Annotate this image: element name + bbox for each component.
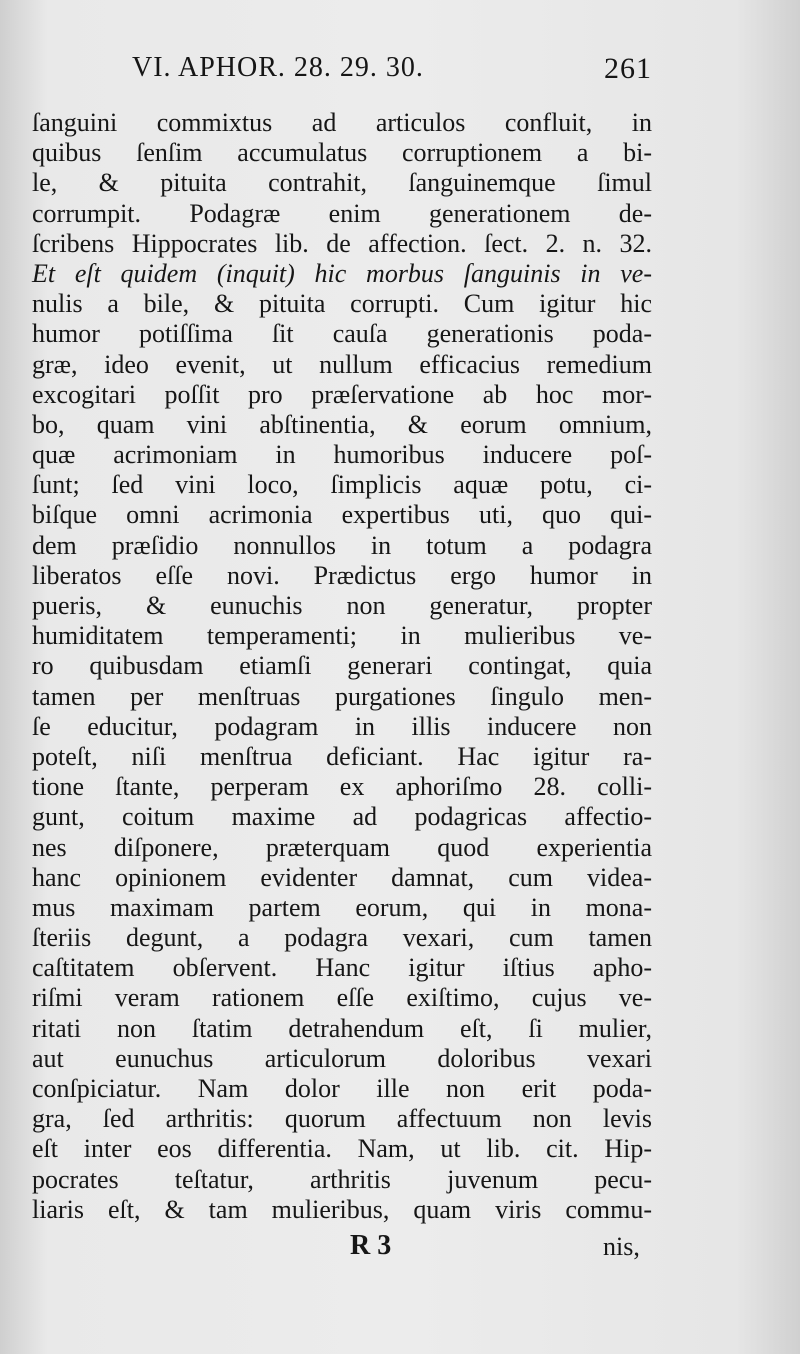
text-line: ſanguini commixtus ad articulos confluit, in [32,108,652,137]
text-line: biſque omni acrimonia expertibus uti, quo qui- [32,500,652,530]
text-line: ſunt; ſed vini loco, ſimplicis aquæ potu, ci- [32,470,652,500]
text-line: hanc opinionem evidenter damnat, cum videa- [32,862,652,892]
text-line: liaris eſt, & tam mulieribus, quam viris commu- [32,1194,652,1224]
text-line: caſtitatem obſervent. Hanc igitur iſtius apho- [32,953,652,983]
running-head-title: VI. APHOR. 28. 29. 30. [132,52,424,83]
text-line: mus maximam partem eorum, qui in mona- [32,892,652,922]
text-line: conſpiciatur. Nam dolor ille non erit poda- [32,1074,652,1103]
text-line: humor potiſſima ſit cauſa generationis poda- [32,319,652,349]
text-line: ſteriis degunt, a podagra vexari, cum tamen [32,923,652,953]
page-number: 261 [604,52,652,85]
text-line: eſt inter eos differentia. Nam, ut lib. cit. Hip- [32,1134,652,1164]
text-line: tione ſtante, perperam ex aphoriſmo 28. colli- [32,772,652,802]
text-line: corrumpit. Podagræ enim generationem de- [32,198,652,228]
text-line: aut eunuchus articulorum doloribus vexari [32,1043,652,1073]
text-line: riſmi veram rationem eſſe exiſtimo, cujus ve- [32,983,652,1013]
text-line: le, & pituita contrahit, ſanguinemque ſimul [32,168,652,198]
text-line: quibus ſenſim accumulatus corruptionem a bi- [32,138,652,168]
text-line: quæ acrimoniam in humoribus inducere poſ- [32,440,652,470]
catchword: nis, [603,1232,640,1261]
body-text [32,108,652,1225]
signature-mark: R 3 [350,1230,392,1261]
text-line: ſcribens Hippocrates lib. de affection. ſect. 2. n. 32. [32,228,652,258]
text-line: ro quibusdam etiamſi generari contingat, quia [32,651,652,681]
text-line: dem præſidio nonnullos in totum a podagra [32,530,652,560]
text-line: græ, ideo evenit, ut nullum efficacius remedium [32,349,652,379]
text-line: humiditatem temperamenti; in mulieribus ve- [32,621,652,651]
text-line: nulis a bile, & pituita corrupti. Cum igitur hic [32,289,652,319]
text-line: pueris, & eunuchis non generatur, propter [32,591,652,620]
text-line: tamen per menſtruas purgationes ſingulo men- [32,681,652,711]
page-footer [0,1230,800,1270]
text-line: bo, quam vini abſtinentia, & eorum omnium, [32,409,652,439]
text-line: gra, ſed arthritis: quorum affectuum non levis [32,1104,652,1134]
text-line: ritati non ſtatim detrahendum eſt, ſi mulier, [32,1013,652,1043]
text-line: excogitari poſſit pro præſervatione ab hoc mor- [32,379,652,409]
text-line: gunt, coitum maxime ad podagricas affectio- [32,802,652,832]
running-head [132,52,652,92]
text-line: ſe educitur, podagram in illis inducere non [32,711,652,741]
text-line: poteſt, niſi menſtrua deficiant. Hac igitur ra- [32,741,652,771]
text-line: Et eſt quidem (inquit) hic morbus ſanguinis in ve- [32,258,652,288]
text-line: nes diſponere, præterquam quod experientia [32,832,652,862]
text-line: liberatos eſſe novi. Prædictus ergo humor in [32,560,652,590]
text-line: pocrates teſtatur, arthritis juvenum pecu- [32,1164,652,1194]
